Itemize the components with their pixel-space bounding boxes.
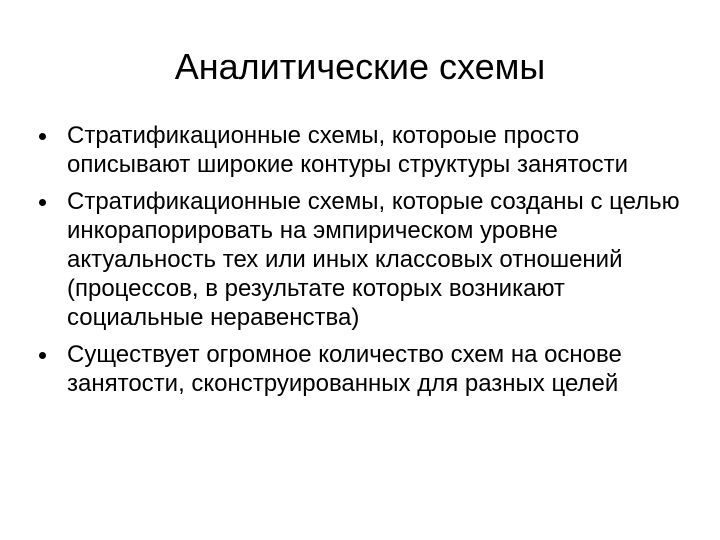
bullet-item	[38, 187, 688, 332]
bullet-text: Стратификационные схемы, которые созданы с целью инкорапорировать на эмпирическом уровне актуальность тех или иных классовых отношений (процессов, в результате которых возникают социальные неравенства)	[67, 188, 680, 331]
bullet-dot-icon	[39, 133, 46, 140]
bullet-item	[38, 121, 688, 179]
bullet-list	[38, 121, 688, 406]
bullet-dot-icon	[39, 199, 46, 206]
bullet-text: Стратификационные схемы, котороые просто описывают широкие контуры структуры занятости	[67, 122, 629, 178]
bullet-item	[38, 340, 688, 398]
bullet-dot-icon	[39, 352, 46, 359]
slide-title: Аналитические схемы	[174, 46, 546, 87]
bullet-text: Существует огромное количество схем на основе занятости, сконструированных для разных целей	[67, 341, 622, 397]
